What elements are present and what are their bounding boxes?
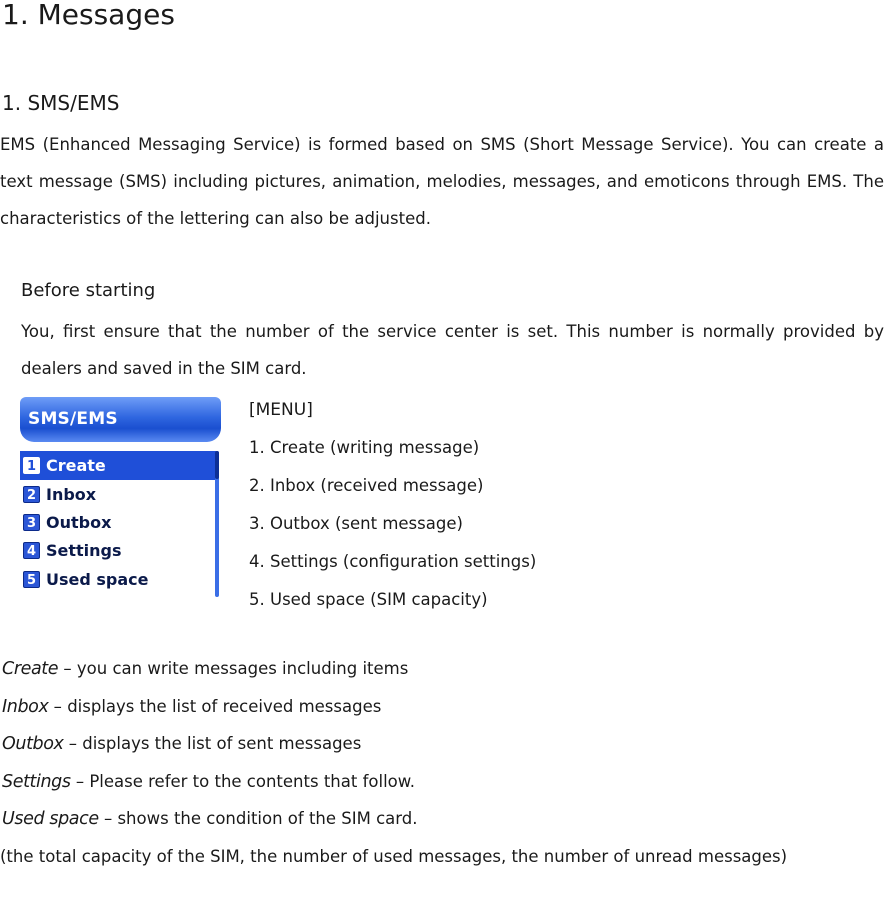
number-1-icon: 1: [23, 457, 40, 474]
phone-menu-list: [20, 451, 216, 594]
menu-item: 2. Inbox (received message): [249, 476, 484, 495]
phone-menu-item-label: Settings: [46, 541, 122, 561]
description-term: Inbox: [2, 696, 49, 717]
phone-menu-item-label: Used space: [46, 569, 149, 589]
description-separator: –: [63, 734, 83, 754]
phone-menu-item-label: Outbox: [46, 513, 112, 533]
menu-descriptions: [2, 650, 884, 838]
menu-item: 1. Create (writing message): [249, 438, 480, 457]
before-starting-text: You, first ensure that the number of the service center is set. This number is normally provided by dealers and saved in the SIM card.: [21, 322, 884, 378]
description-separator: –: [70, 771, 90, 791]
description-settings: [2, 763, 884, 801]
description-inbox: [2, 688, 884, 726]
section-title: 1. SMS/EMS: [2, 91, 120, 115]
description-used-space: [2, 800, 884, 838]
phone-menu-item-outbox[interactable]: [20, 508, 216, 536]
menu-item: 4. Settings (configuration settings): [249, 552, 537, 571]
before-starting-heading: Before starting: [21, 280, 156, 301]
description-outbox: [2, 725, 884, 763]
description-create: [2, 650, 884, 688]
description-term: Settings: [2, 771, 71, 792]
menu-item: 5. Used space (SIM capacity): [249, 590, 488, 609]
menu-heading: [MENU]: [249, 400, 313, 420]
phone-scroll-thumb[interactable]: [215, 451, 219, 479]
phone-scrollbar[interactable]: [215, 451, 219, 597]
number-2-icon: 2: [23, 486, 40, 503]
number-5-icon: 5: [23, 571, 40, 588]
description-separator: –: [58, 659, 77, 678]
page-title: 1. Messages: [2, 0, 175, 31]
capacity-note: (the total capacity of the SIM, the number of used messages, the number of unread messages): [0, 847, 788, 866]
menu-item: 3. Outbox (sent message): [249, 514, 463, 533]
phone-title-bar: SMS/EMS: [20, 397, 221, 442]
number-4-icon: 4: [23, 542, 40, 559]
phone-menu-item-label: Create: [46, 456, 106, 475]
number-3-icon: 3: [23, 514, 40, 531]
description-term: Create: [2, 659, 59, 679]
description-text: Please refer to the contents that follow.: [89, 771, 415, 791]
menu-listing: [249, 395, 536, 623]
description-term: Used space: [2, 809, 99, 830]
phone-menu-item-label: Inbox: [46, 484, 97, 504]
phone-menu-item-settings[interactable]: [20, 537, 216, 565]
phone-screenshot: [20, 397, 221, 601]
description-text: displays the list of received messages: [67, 696, 382, 716]
phone-menu-item-used-space[interactable]: [20, 565, 216, 593]
phone-menu-item-create[interactable]: [20, 451, 216, 480]
description-term: Outbox: [2, 734, 64, 755]
phone-menu-item-inbox[interactable]: [20, 480, 216, 508]
description-text: you can write messages including items: [76, 659, 409, 678]
description-separator: –: [48, 696, 68, 716]
description-separator: –: [98, 809, 118, 829]
description-text: shows the condition of the SIM card.: [117, 809, 418, 829]
intro-paragraph: EMS (Enhanced Messaging Service) is formed based on SMS (Short Message Service). You can create a text message (SMS) including pictures, animation, melodies, messages, and emoticons through EMS. The characteristics of the lettering can also be adjusted.: [0, 135, 884, 228]
description-text: displays the list of sent messages: [82, 734, 362, 754]
